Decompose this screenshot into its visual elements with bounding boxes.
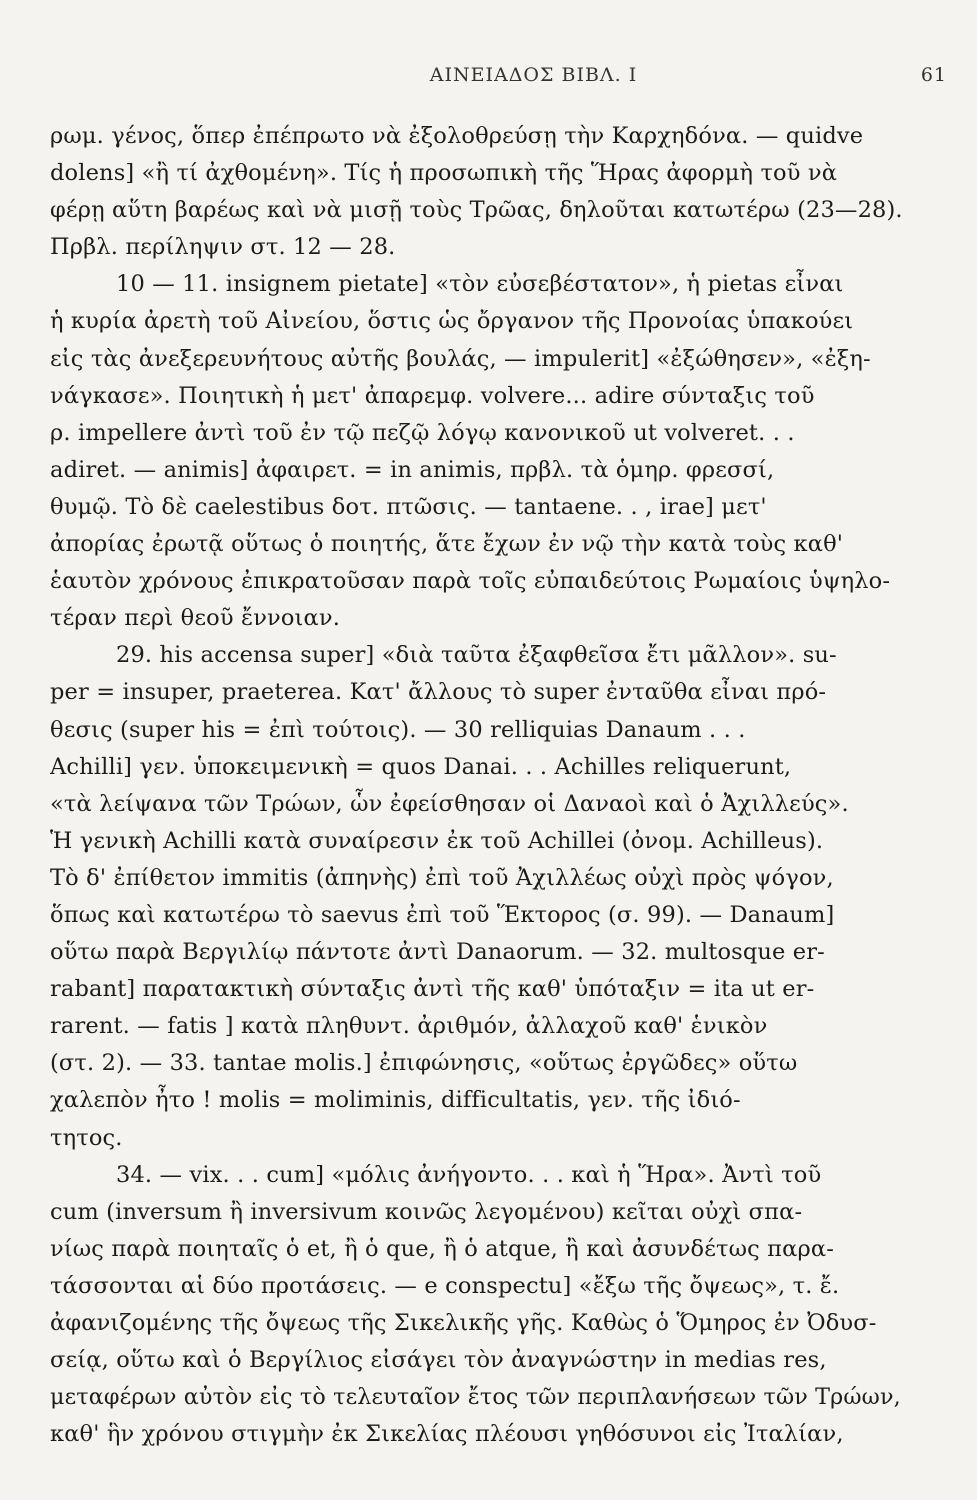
text-line: σείᾳ, οὕτω καὶ ὁ Βεργίλιος εἰσάγει τὸν ἀναγνώστην in medias res,	[50, 1347, 827, 1374]
text-line: cum (inversum ἢ inversivum κοινῶς λεγομένου) κεῖται οὐχὶ σπα-	[50, 1198, 803, 1225]
running-title: ΑΙΝΕΙΑΔΟΣ ΒΙΒΛ. Ι	[429, 64, 638, 86]
text-line: «τὰ λείψανα τῶν Τρώων, ὧν ἐφείσθησαν οἱ Δαναοὶ καὶ ὁ Ἀχιλλεύς».	[50, 790, 849, 817]
commentary-text	[50, 118, 907, 1453]
text-line: dolens] «ἢ τί ἀχθομένη». Τίς ἡ προσωπικὴ τῆς Ἥρας ἀφορμὴ τοῦ νὰ	[50, 160, 838, 187]
text-line: τητος.	[50, 1124, 123, 1151]
text-line: ἡ κυρία ἀρετὴ τοῦ Αἰνείου, ὅστις ὡς ὄργανον τῆς Προνοίας ὑπακούει	[50, 308, 854, 335]
text-line: καθ' ἣν χρόνου στιγμὴν ἐκ Σικελίας πλέουσι γηθόσυνοι εἰς Ἰταλίαν,	[50, 1421, 844, 1448]
text-line: 34. — vix. . . cum] «μόλις ἀνήγοντο. . . καὶ ἡ Ἥρα». Ἀντὶ τοῦ	[116, 1161, 822, 1188]
text-line: 29. his accensa super] «διὰ ταῦτα ἐξαφθεῖσα ἔτι μᾶλλον». su-	[116, 642, 837, 669]
text-line: ρ. impellere ἀντὶ τοῦ ἐν τῷ πεζῷ λόγῳ κανονικοῦ ut volveret. . .	[50, 419, 795, 446]
text-line: εἰς τὰς ἀνεξερευνήτους αὐτῆς βουλάς, — impulerit] «ἐξώθησεν», «ἐξη-	[50, 345, 871, 372]
text-line: τάσσονται αἱ δύο προτάσεις. — e conspectu] «ἔξω τῆς ὄψεως», τ. ἔ.	[50, 1272, 840, 1299]
text-line: ὅπως καὶ κατωτέρω τὸ saevus ἐπὶ τοῦ Ἕκτορος (σ. 99). — Danaum]	[50, 901, 835, 928]
text-line: μεταφέρων αὐτὸν εἰς τὸ τελευταῖον ἔτος τῶν περιπλανήσεων τῶν Τρώων,	[50, 1384, 901, 1411]
text-line: Achilli] γεν. ὑποκειμενικὴ = quos Danai. . . Achilles reliquerunt,	[50, 753, 792, 780]
text-line: (στ. 2). — 33. tantae molis.] ἐπιφώνησις, «οὕτως ἐργῶδες» οὕτω	[50, 1050, 798, 1077]
text-line: θυμῷ. Τὸ δὲ caelestibus δοτ. πτῶσις. — tantaene. . , irae] μετ'	[50, 493, 767, 520]
text-line: χαλεπὸν ἦτο ! molis = moliminis, difficultatis, γεν. τῆς ἰδιό-	[50, 1087, 741, 1114]
text-line: Τὸ δ' ἐπίθετον immitis (ἀπηνὴς) ἐπὶ τοῦ Ἀχιλλέως οὐχὶ πρὸς ψόγον,	[50, 864, 834, 891]
text-line: ἀφανιζομένης τῆς ὄψεως τῆς Σικελικῆς γῆς. Καθὼς ὁ Ὅμηρος ἐν Ὀδυσ-	[50, 1310, 877, 1336]
text-line: Πρβλ. περίληψιν στ. 12 — 28.	[50, 234, 396, 261]
text-line: rarent. — fatis ] κατὰ πληθυντ. ἀριθμόν, ἀλλαχοῦ καθ' ἑνικὸν	[50, 1013, 768, 1040]
text-line: 10 — 11. insignem pietate] «τὸν εὐσεβέστατον», ἡ pietas εἶναι	[116, 271, 844, 298]
text-line: ἀπορίας ἐρωτᾷ οὕτως ὁ ποιητής, ἅτε ἔχων ἐν νῷ τὴν κατὰ τοὺς καθ'	[50, 531, 844, 558]
text-line: rabant] παρατακτικὴ σύνταξις ἀντὶ τῆς καθ' ὑπόταξιν = ita ut er-	[50, 976, 815, 1003]
text-line: φέρῃ αὕτη βαρέως καὶ νὰ μισῇ τοὺς Τρῶας, δηλοῦται κατωτέρω (23—28).	[50, 197, 903, 224]
text-line: νάγκασε». Ποιητικὴ ἡ μετ' ἀπαρεμφ. volvere... adire σύνταξις τοῦ	[50, 382, 815, 409]
text-line: ρωμ. γένος, ὅπερ ἐπέπρωτο νὰ ἐξολοθρεύσῃ τὴν Καρχηδόνα. — quidve	[50, 123, 864, 149]
text-line: τέραν περὶ θεοῦ ἔννοιαν.	[50, 605, 341, 632]
text-line: θεσις (super his = ἐπὶ τούτοις). — 30 relliquias Danaum . . .	[50, 716, 746, 743]
page-number: 61	[920, 64, 947, 86]
text-line: οὕτω παρὰ Βεργιλίῳ πάντοτε ἀντὶ Danaorum. — 32. multosque er-	[50, 939, 825, 966]
text-line: νίως παρὰ ποιηταῖς ὁ et, ἢ ὁ que, ἢ ὁ atque, ἢ καὶ ἀσυνδέτως παρα-	[50, 1235, 834, 1262]
running-head	[50, 64, 947, 104]
text-line: ἑαυτὸν χρόνους ἐπικρατοῦσαν παρὰ τοῖς εὐπαιδεύτοις Ρωμαίοις ὑψηλο-	[50, 568, 891, 595]
text-line: per = insuper, praeterea. Κατ' ἄλλους τὸ super ἐνταῦθα εἶναι πρό-	[50, 679, 827, 706]
text-line: Ἡ γενικὴ Achilli κατὰ συναίρεσιν ἐκ τοῦ Achillei (ὀνομ. Achilleus).	[50, 827, 824, 854]
text-line: adiret. — animis] ἀφαιρετ. = in animis, πρβλ. τὰ ὁμηρ. φρεσσί,	[50, 456, 775, 483]
